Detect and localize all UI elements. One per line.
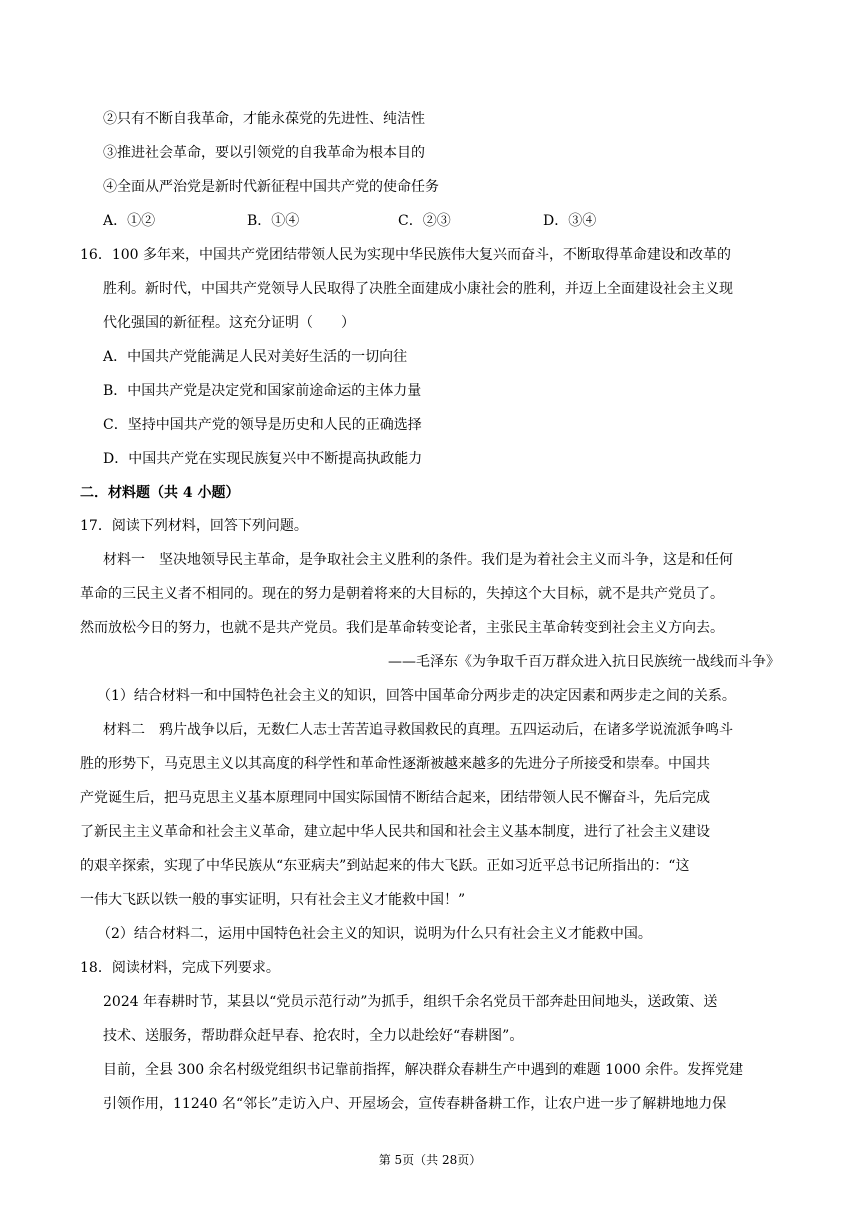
section-heading: 二．材料题（共 4 小题）: [80, 485, 240, 501]
q15-option-d: D．③④: [543, 213, 597, 229]
q15-options: [0, 211, 860, 233]
q17-material1-line1: 材料一 坚决地领导民主革命，是争取社会主义胜利的条件。我们是为着社会主义而斗争，这是和任何: [103, 552, 733, 568]
q18-paragraph2-line1: 目前，全县 300 余名村级党组织书记靠前指挥，解决群众春耕生产中遇到的难题 1000 余件。发挥党建: [103, 1062, 744, 1078]
q17-material1-line3: 然而放松今日的努力，也就不是共产党员。我们是革命转变论者，主张民主革命转变到社会主义方向去。: [80, 620, 724, 636]
q17-material2-line4: 了新民主主义革命和社会主义革命，建立起中华人民共和国和社会主义基本制度，进行了社会主义建设: [80, 824, 710, 840]
q16-option-b: B．中国共产党是决定党和国家前途命运的主体力量: [103, 383, 422, 399]
page-footer: 第 5页（共 28页）: [378, 1153, 482, 1167]
q17-material1-line2: 革命的三民主义者不相同的。现在的努力是朝着将来的大目标的，失掉这个大目标，就不是共产党员了。: [80, 586, 724, 602]
q18-paragraph1-line1: 2024 年春耕时节，某县以“党员示范行动”为抓手，组织千余名党员干部奔赴田间地头，送政策、送: [103, 994, 718, 1010]
q15-statement-3: ③推进社会革命，要以引领党的自我革命为根本目的: [103, 145, 425, 161]
q16-stem-line3: 代化强国的新征程。这充分证明（ ）: [103, 315, 355, 331]
q15-option-c: C．②③: [398, 213, 451, 229]
q15-option-a: A．①②: [103, 213, 156, 229]
q15-statement-4: ④全面从严治党是新时代新征程中国共产党的使命任务: [103, 179, 439, 195]
q16-stem-line2: 胜利。新时代，中国共产党领导人民取得了决胜全面建成小康社会的胜利，并迈上全面建设社会主义现: [103, 281, 733, 297]
q17-material2-line1: 材料二 鸦片战争以后，无数仁人志士苦苦追寻救国救民的真理。五四运动后，在诸多学说流派争鸣斗: [103, 722, 733, 738]
q17-material1-source: ——毛泽东《为争取千百万群众进入抗日民族统一战线而斗争》: [388, 654, 780, 670]
q16-option-d: D．中国共产党在实现民族复兴中不断提高执政能力: [103, 451, 423, 467]
q17-intro: 17．阅读下列材料，回答下列问题。: [80, 518, 308, 534]
q18-paragraph2-line2: 引领作用，11240 名“邻长”走访入户、开屋场会，宣传春耕备耕工作，让农户进一步了解耕地地力保: [103, 1096, 727, 1112]
q17-material2-line2: 胜的形势下，马克思主义以其高度的科学性和革命性逐渐被越来越多的先进分子所接受和崇奉。中国共: [80, 756, 710, 772]
q17-material2-line5: 的艰辛探索，实现了中华民族从“东亚病夫”到站起来的伟大飞跃。正如习近平总书记所指出的：“这: [80, 858, 690, 874]
q17-material2-line3: 产党诞生后，把马克思主义基本原理同中国实际国情不断结合起来，团结带领人民不懈奋斗，先后完成: [80, 790, 710, 806]
q16-option-c: C．坚持中国共产党的领导是历史和人民的正确选择: [103, 417, 422, 433]
q16-stem-line1: 16．100 多年来，中国共产党团结带领人民为实现中华民族伟大复兴而奋斗，不断取得革命建设和改革的: [80, 247, 731, 263]
q16-option-a: A．中国共产党能满足人民对美好生活的一切向往: [103, 349, 408, 365]
q17-subquestion-1: （1）结合材料一和中国特色社会主义的知识，回答中国革命分两步走的决定因素和两步走之间的关系。: [97, 688, 736, 704]
q18-paragraph1-line2: 技术、送服务，帮助群众赶早春、抢农时，全力以赴绘好“春耕图”。: [103, 1028, 524, 1044]
q17-material2-line6: 一伟大飞跃以铁一般的事实证明，只有社会主义才能救中国！”: [80, 892, 466, 908]
q17-subquestion-2: （2）结合材料二，运用中国特色社会主义的知识，说明为什么只有社会主义才能救中国。: [97, 926, 652, 942]
q15-statement-2: ②只有不断自我革命，才能永葆党的先进性、纯洁性: [103, 111, 425, 127]
q15-option-b: B．①④: [247, 213, 300, 229]
q18-intro: 18．阅读材料，完成下列要求。: [80, 960, 280, 976]
